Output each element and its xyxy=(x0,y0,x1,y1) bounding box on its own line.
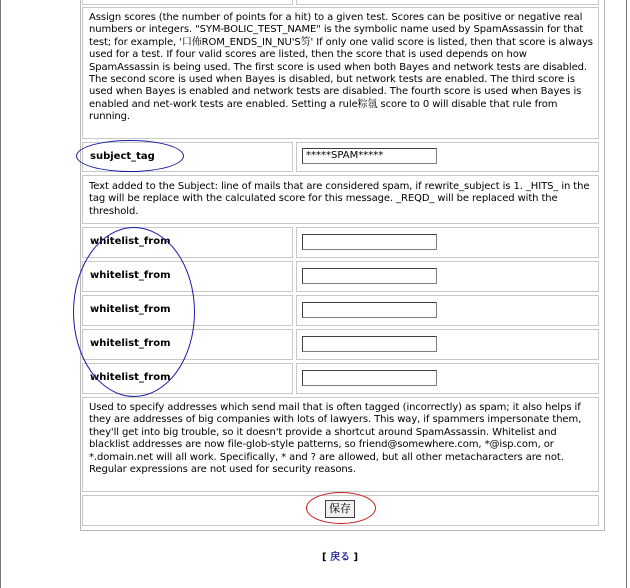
back-link-wrapper xyxy=(322,548,358,563)
save-button-annotation-ellipse xyxy=(306,492,376,524)
page-left-border xyxy=(0,0,1,588)
subject-tag-annotation-ellipse xyxy=(76,140,184,172)
back-bracket-open: [ xyxy=(322,552,327,563)
whitelist-from-input[interactable] xyxy=(302,302,437,318)
subject-tag-label: subject_tag xyxy=(90,151,155,162)
cut-row-right xyxy=(296,0,599,5)
whitelist-from-label: whitelist_from xyxy=(90,304,171,315)
whitelist-from-input[interactable] xyxy=(302,234,437,250)
subject-tag-input[interactable]: *****SPAM***** xyxy=(302,148,437,164)
whitelist-from-input[interactable] xyxy=(302,336,437,352)
whitelist-description: Used to specify addresses which send mail that is often tagged (incorrectly) as spam; it also helps if they are addresses of big companies with lots of lawyers. This way, if spammers impersonate them, they'll get into big trouble, so it doesn't provide a shortcut around SpamAssassin. Whitelist and blacklist addresses are now file-glob-style patterns, so friend@somewhere.com, *@isp.com, or *.domain.net will all work. Specifically, * and ? are allowed, but all other metacharacters are not. Regular expressions are not used for security reasons. xyxy=(89,402,582,476)
scores-description: Assign scores (the number of points for a hit) to a given test. Scores can be positive or negative real numbers or integers. "SYM-BOLIC_TEST_NAME" is the symbolic name used by SpamAssassin for that test; for example, '口佈ROM_ENDS_IN_NU'S笉' If only one valid score is listed, then that score is always used for a test. If four valid scores are listed, then the score that is used depends on how SpamAssassin is being used. The first score is used when both Bayes and network tests are disabled. The second score is used when Bayes is disabled, but network tests are enabled. The third score is used when Bayes is enabled and network tests are disabled. The fourth score is used when Bayes is enabled and net-work tests are enabled. Setting a rule粽氬 score to 0 will disable that rule from running. xyxy=(89,12,593,123)
cut-row-left xyxy=(82,0,293,5)
subject-tag-description: Text added to the Subject: line of mails that are considered spam, if rewrite_subject is 1. _HITS_ in the tag will be replace with the calculated score for this message. _REQD_ will be replaced with the threshold. xyxy=(89,181,590,217)
whitelist-from-input[interactable] xyxy=(302,370,437,386)
whitelist-from-label: whitelist_from xyxy=(90,338,171,349)
whitelist-annotation-ellipse xyxy=(73,227,195,397)
whitelist-from-label: whitelist_from xyxy=(90,236,171,247)
whitelist-from-input[interactable] xyxy=(302,268,437,284)
back-link[interactable]: 戻る xyxy=(330,552,351,563)
back-bracket-close: ] xyxy=(353,552,359,563)
page-right-border xyxy=(626,0,627,588)
whitelist-from-label: whitelist_from xyxy=(90,270,171,281)
whitelist-from-label: whitelist_from xyxy=(90,372,171,383)
save-button[interactable]: 保存 xyxy=(325,500,355,518)
